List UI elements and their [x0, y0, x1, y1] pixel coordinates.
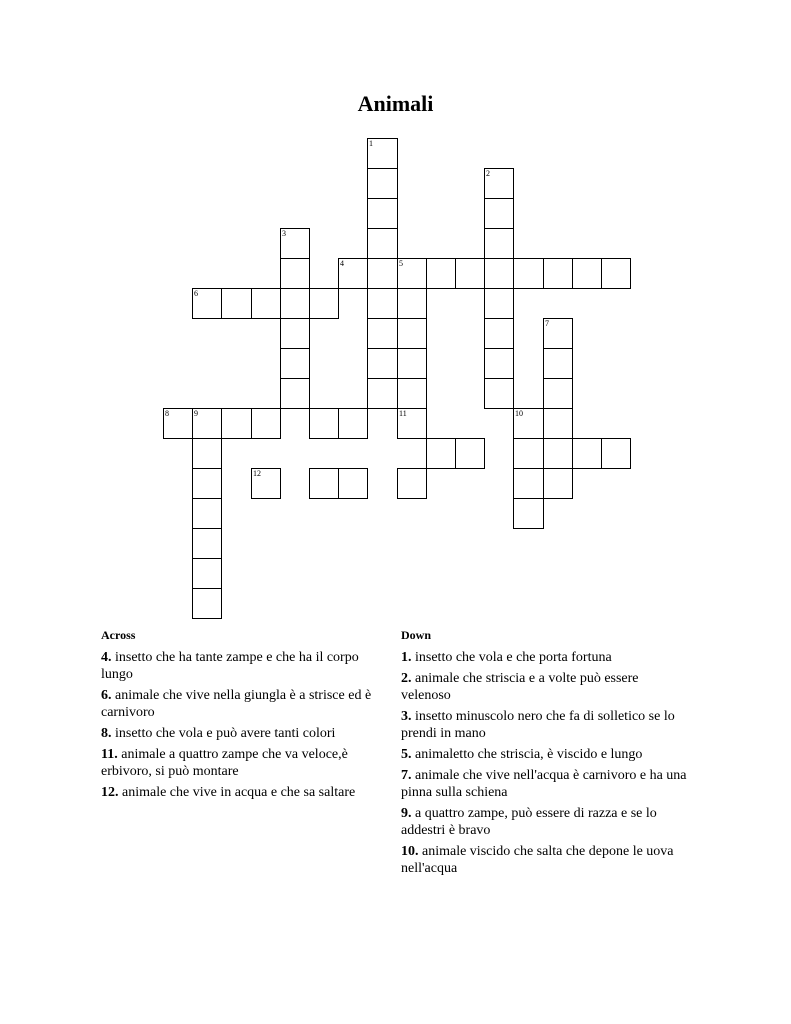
grid-cell[interactable] [543, 348, 573, 379]
grid-cell[interactable] [513, 468, 544, 499]
clue-number: 6. [101, 688, 112, 703]
down-heading: Down [401, 628, 432, 642]
across-clue-6 [101, 687, 391, 721]
grid-cell[interactable] [543, 318, 573, 349]
cell-number: 2 [486, 169, 490, 178]
grid-cell[interactable] [543, 258, 573, 289]
grid-cell[interactable] [163, 408, 193, 439]
grid-cell[interactable] [484, 198, 514, 229]
grid-cell[interactable] [280, 348, 310, 379]
grid-cell[interactable] [367, 198, 398, 229]
clue-text: animale viscido che salta che depone le uova nell'acqua [401, 844, 674, 876]
across-clue-8 [101, 725, 391, 742]
grid-cell[interactable] [397, 378, 427, 409]
clue-text: insetto che vola e che porta fortuna [415, 650, 612, 665]
clue-number: 2. [401, 671, 412, 686]
grid-cell[interactable] [251, 288, 281, 319]
grid-cell[interactable] [280, 288, 310, 319]
cell-number: 9 [194, 409, 198, 418]
grid-cell[interactable] [484, 288, 514, 319]
grid-cell[interactable] [221, 408, 252, 439]
clue-number: 11. [101, 747, 118, 762]
grid-cell[interactable] [280, 258, 310, 289]
clue-text: insetto che vola e può avere tanti colori [115, 726, 336, 741]
grid-cell[interactable] [338, 408, 368, 439]
grid-cell[interactable] [397, 468, 427, 499]
grid-cell[interactable] [192, 588, 222, 619]
clue-text: animale che vive nell'acqua è carnivoro e ha una pinna sulla schiena [401, 768, 687, 800]
grid-cell[interactable] [192, 438, 222, 469]
across-clue-11 [101, 746, 391, 780]
grid-cell[interactable] [397, 318, 427, 349]
down-clue-1 [401, 649, 691, 666]
cell-number: 4 [340, 259, 344, 268]
grid-cell[interactable] [221, 288, 252, 319]
clue-number: 8. [101, 726, 112, 741]
grid-cell[interactable] [309, 408, 339, 439]
clue-number: 5. [401, 747, 412, 762]
grid-cell[interactable] [192, 528, 222, 559]
grid-cell[interactable] [367, 228, 398, 259]
grid-cell[interactable] [601, 438, 631, 469]
down-clues [401, 627, 691, 881]
grid-cell[interactable] [426, 258, 456, 289]
grid-cell[interactable] [192, 498, 222, 529]
grid-cell[interactable] [455, 258, 485, 289]
across-heading: Across [101, 628, 136, 642]
grid-cell[interactable] [543, 468, 573, 499]
grid-cell[interactable] [513, 258, 544, 289]
grid-cell[interactable] [367, 318, 398, 349]
clue-text: a quattro zampe, può essere di razza e se lo addestri è bravo [401, 806, 657, 838]
clue-text: animale che striscia e a volte può essere velenoso [401, 671, 639, 703]
grid-cell[interactable] [192, 288, 222, 319]
grid-cell[interactable] [543, 438, 573, 469]
grid-cell[interactable] [397, 258, 427, 289]
down-clue-5 [401, 746, 691, 763]
grid-cell[interactable] [484, 378, 514, 409]
grid-cell[interactable] [192, 408, 222, 439]
grid-cell[interactable] [367, 378, 398, 409]
clue-number: 4. [101, 650, 112, 665]
puzzle-title: Animali [357, 91, 434, 116]
across-clue-4 [101, 649, 391, 683]
clue-number: 12. [101, 785, 119, 800]
grid-cell[interactable] [397, 288, 427, 319]
cell-number: 5 [399, 259, 403, 268]
grid-cell[interactable] [192, 468, 222, 499]
grid-cell[interactable] [251, 468, 281, 499]
grid-cell[interactable] [397, 408, 427, 439]
down-clue-9 [401, 805, 691, 839]
grid-cell[interactable] [572, 258, 602, 289]
grid-cell[interactable] [543, 408, 573, 439]
grid-cell[interactable] [513, 438, 544, 469]
clue-text: animale a quattro zampe che va veloce,è erbivoro, si può montare [101, 747, 348, 779]
grid-cell[interactable] [543, 378, 573, 409]
cell-number: 3 [282, 229, 286, 238]
clue-text: insetto che ha tante zampe e che ha il corpo lungo [101, 650, 359, 682]
grid-cell[interactable] [513, 408, 544, 439]
cell-number: 1 [369, 139, 373, 148]
grid-cell[interactable] [251, 408, 281, 439]
grid-cell[interactable] [484, 258, 514, 289]
cell-number: 10 [515, 409, 523, 418]
grid-cell[interactable] [309, 468, 339, 499]
cell-number: 12 [253, 469, 261, 478]
clue-number: 9. [401, 806, 412, 821]
clue-number: 10. [401, 844, 419, 859]
cell-number: 8 [165, 409, 169, 418]
grid-cell[interactable] [309, 288, 339, 319]
clue-number: 3. [401, 709, 412, 724]
clue-text: animaletto che striscia, è viscido e lungo [415, 747, 643, 762]
cell-number: 7 [545, 319, 549, 328]
grid-cell[interactable] [192, 558, 222, 589]
grid-cell[interactable] [455, 438, 485, 469]
down-clue-2 [401, 670, 691, 704]
grid-cell[interactable] [367, 138, 398, 169]
grid-cell[interactable] [338, 258, 368, 289]
grid-cell[interactable] [280, 378, 310, 409]
cell-number: 6 [194, 289, 198, 298]
grid-cell[interactable] [572, 438, 602, 469]
across-clues [101, 627, 391, 805]
grid-cell[interactable] [484, 228, 514, 259]
down-clue-3 [401, 708, 691, 742]
grid-cell[interactable] [367, 288, 398, 319]
grid-cell[interactable] [280, 228, 310, 259]
grid-cell[interactable] [426, 438, 456, 469]
grid-cell[interactable] [338, 468, 368, 499]
clue-number: 1. [401, 650, 412, 665]
grid-cell[interactable] [484, 168, 514, 199]
grid-cell[interactable] [367, 258, 398, 289]
grid-cell[interactable] [601, 258, 631, 289]
clue-text: insetto minuscolo nero che fa di solletico se lo prendi in mano [401, 709, 675, 741]
grid-cell[interactable] [484, 318, 514, 349]
clue-number: 7. [401, 768, 412, 783]
grid-cell[interactable] [280, 318, 310, 349]
grid-cell[interactable] [367, 168, 398, 199]
across-clue-12 [101, 784, 391, 801]
grid-cell[interactable] [367, 348, 398, 379]
grid-cell[interactable] [513, 498, 544, 529]
down-clue-7 [401, 767, 691, 801]
down-clue-10 [401, 843, 691, 877]
grid-cell[interactable] [484, 348, 514, 379]
cell-number: 11 [399, 409, 407, 418]
clue-text: animale che vive nella giungla è a strisce ed è carnivoro [101, 688, 372, 720]
grid-cell[interactable] [397, 348, 427, 379]
clue-text: animale che vive in acqua e che sa saltare [122, 785, 356, 800]
